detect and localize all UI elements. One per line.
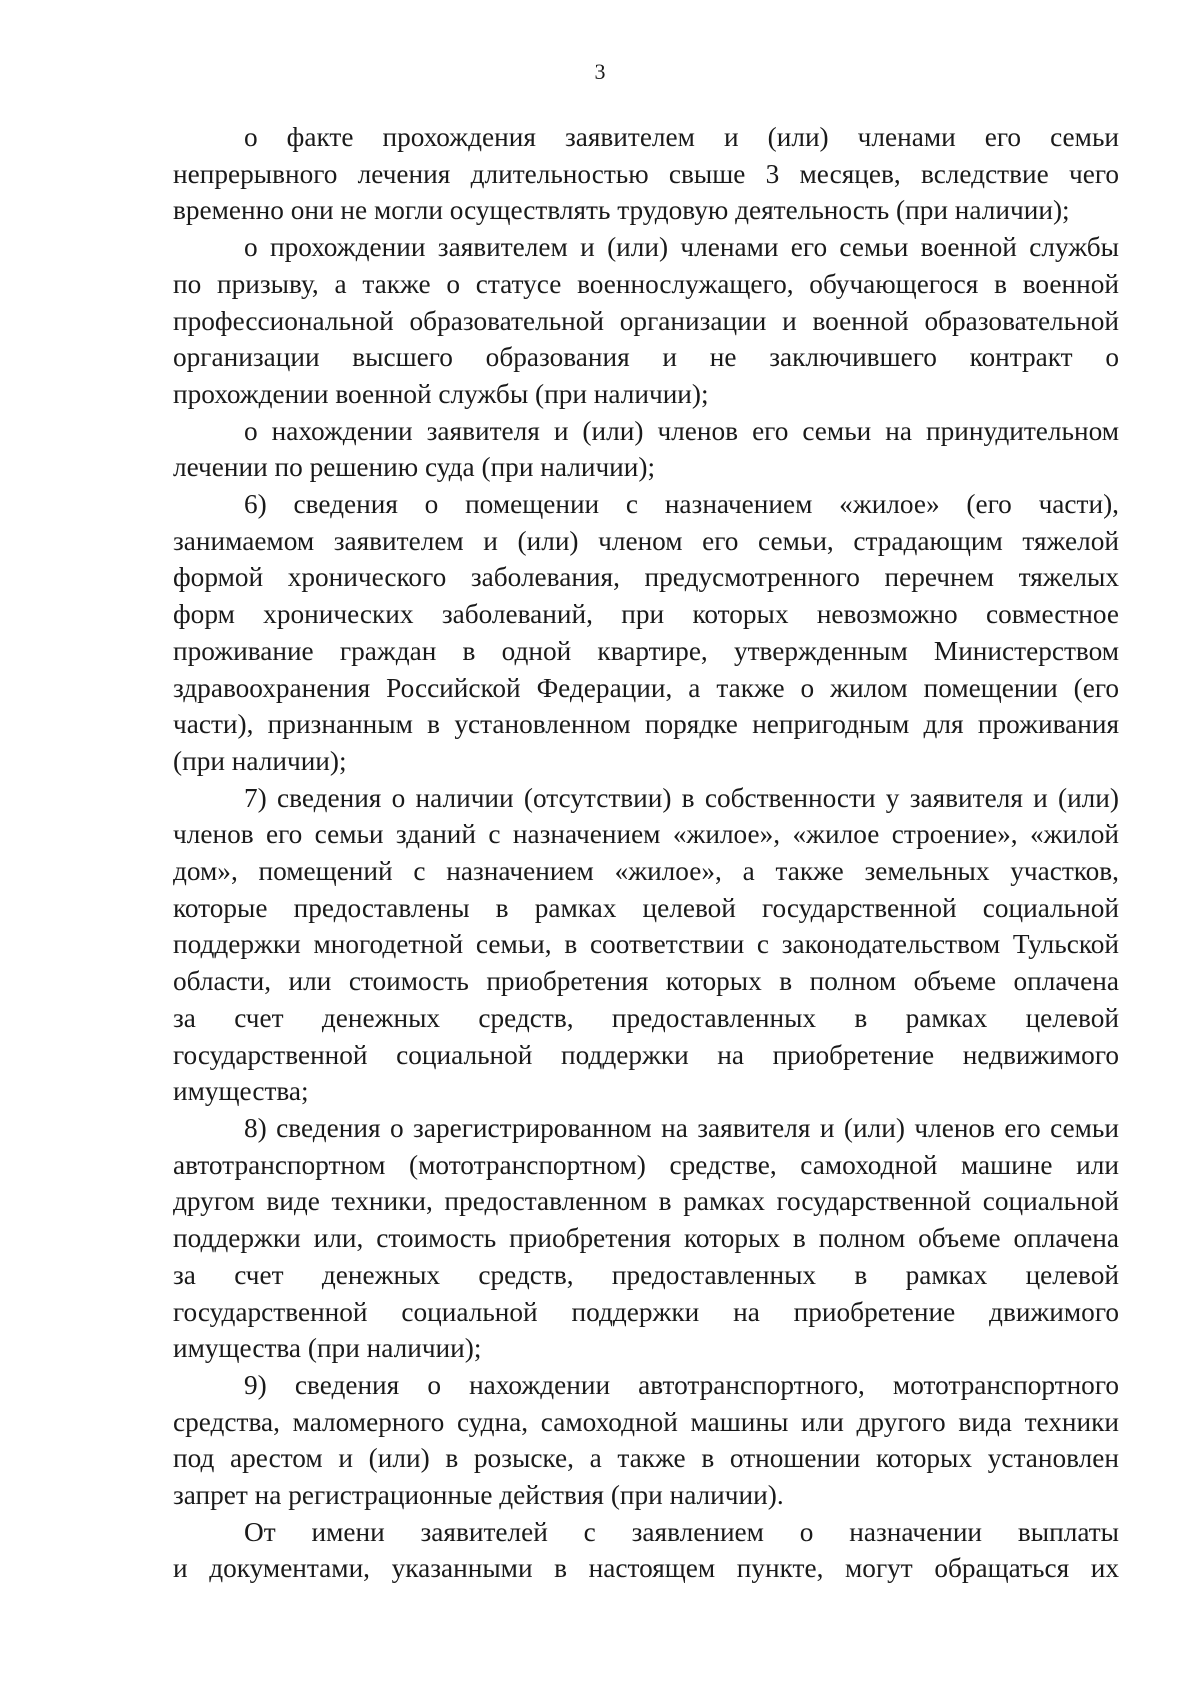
paragraph (173, 413, 1119, 486)
text-line: средства, маломерного судна, самоходной машины или другого вида техники (173, 1406, 1119, 1437)
paragraph (173, 780, 1119, 1110)
text-line: занимаемом заявителем и (или) членом его семьи, страдающим тяжелой (173, 525, 1119, 556)
text-line: о прохождении заявителем и (или) членами его семьи военной службы (244, 232, 1119, 263)
text-line: под арестом и (или) в розыске, а также в отношении которых установлен (173, 1443, 1119, 1474)
text-line: за счет денежных средств, предоставленных в рамках целевой (173, 1259, 1119, 1290)
text-line: непрерывного лечения длительностью свыше 3 месяцев, вследствие чего (173, 158, 1119, 189)
text-line: лечении по решению суда (при наличии); (173, 452, 656, 483)
text-line: государственной социальной поддержки на приобретение движимого (173, 1296, 1119, 1327)
paragraph (173, 229, 1119, 413)
text-line: за счет денежных средств, предоставленных в рамках целевой (173, 1002, 1119, 1033)
paragraph (173, 486, 1119, 780)
text-line: части), признанным в установленном порядке непригодным для проживания (173, 709, 1119, 740)
text-line: членов его семьи зданий с назначением «жилое», «жилое строение», «жилой (173, 819, 1119, 850)
paragraph (173, 1367, 1119, 1514)
text-line: временно они не могли осуществлять трудовую деятельность (при наличии); (173, 195, 1070, 226)
text-line: о факте прохождения заявителем и (или) членами его семьи (244, 122, 1119, 152)
text-line: дом», помещений с назначением «жилое», а также земельных участков, (173, 856, 1119, 887)
paragraph (173, 1514, 1119, 1587)
text-line: поддержки многодетной семьи, в соответствии с законодательством Тульской (173, 929, 1119, 960)
text-line: (при наличии); (173, 745, 347, 776)
text-line: области, или стоимость приобретения которых в полном объеме оплачена (173, 966, 1119, 997)
text-line: по призыву, а также о статусе военнослужащего, обучающегося в военной (173, 268, 1119, 299)
text-line: имущества; (173, 1076, 309, 1107)
text-line: проживание граждан в одной квартире, утвержденным Министерством (173, 635, 1119, 666)
text-line: профессиональной образовательной организации и военной образовательной (173, 305, 1119, 336)
text-line: запрет на регистрационные действия (при наличии). (173, 1480, 784, 1511)
document-body (173, 119, 1119, 1587)
text-line: формой хронического заболевания, предусмотренного перечнем тяжелых (173, 562, 1119, 593)
text-line: форм хронических заболеваний, при которых невозможно совместное (173, 599, 1119, 630)
text-line: и документами, указанными в настоящем пункте, могут обращаться их (173, 1553, 1119, 1584)
text-line: автотранспортном (мототранспортном) средстве, самоходной машине или (173, 1149, 1119, 1180)
text-line: другом виде техники, предоставленном в рамках государственной социальной (173, 1186, 1119, 1217)
text-line: организации высшего образования и не заключившего контракт о (173, 342, 1119, 373)
page-number: 3 (594, 59, 606, 84)
text-line: 9) сведения о нахождении автотранспортного, мототранспортного (244, 1369, 1119, 1400)
paragraph (173, 1110, 1119, 1367)
text-line: которые предоставлены в рамках целевой государственной социальной (173, 892, 1119, 923)
text-line: прохождении военной службы (при наличии); (173, 378, 709, 409)
text-line: поддержки или, стоимость приобретения которых в полном объеме оплачена (173, 1223, 1119, 1254)
text-line: о нахождении заявителя и (или) членов его семьи на принудительном (244, 415, 1119, 446)
text-line: государственной социальной поддержки на приобретение недвижимого (173, 1039, 1119, 1070)
paragraph (173, 119, 1119, 229)
text-line: 6) сведения о помещении с назначением «жилое» (его части), (244, 489, 1119, 520)
text-line: имущества (при наличии); (173, 1333, 482, 1364)
text-line: От имени заявителей с заявлением о назначении выплаты (244, 1516, 1119, 1547)
text-line: здравоохранения Российской Федерации, а также о жилом помещении (его (173, 672, 1119, 703)
text-line: 8) сведения о зарегистрированном на заявителя и (или) членов его семьи (244, 1112, 1119, 1143)
text-line: 7) сведения о наличии (отсутствии) в собственности у заявителя и (или) (244, 782, 1119, 813)
